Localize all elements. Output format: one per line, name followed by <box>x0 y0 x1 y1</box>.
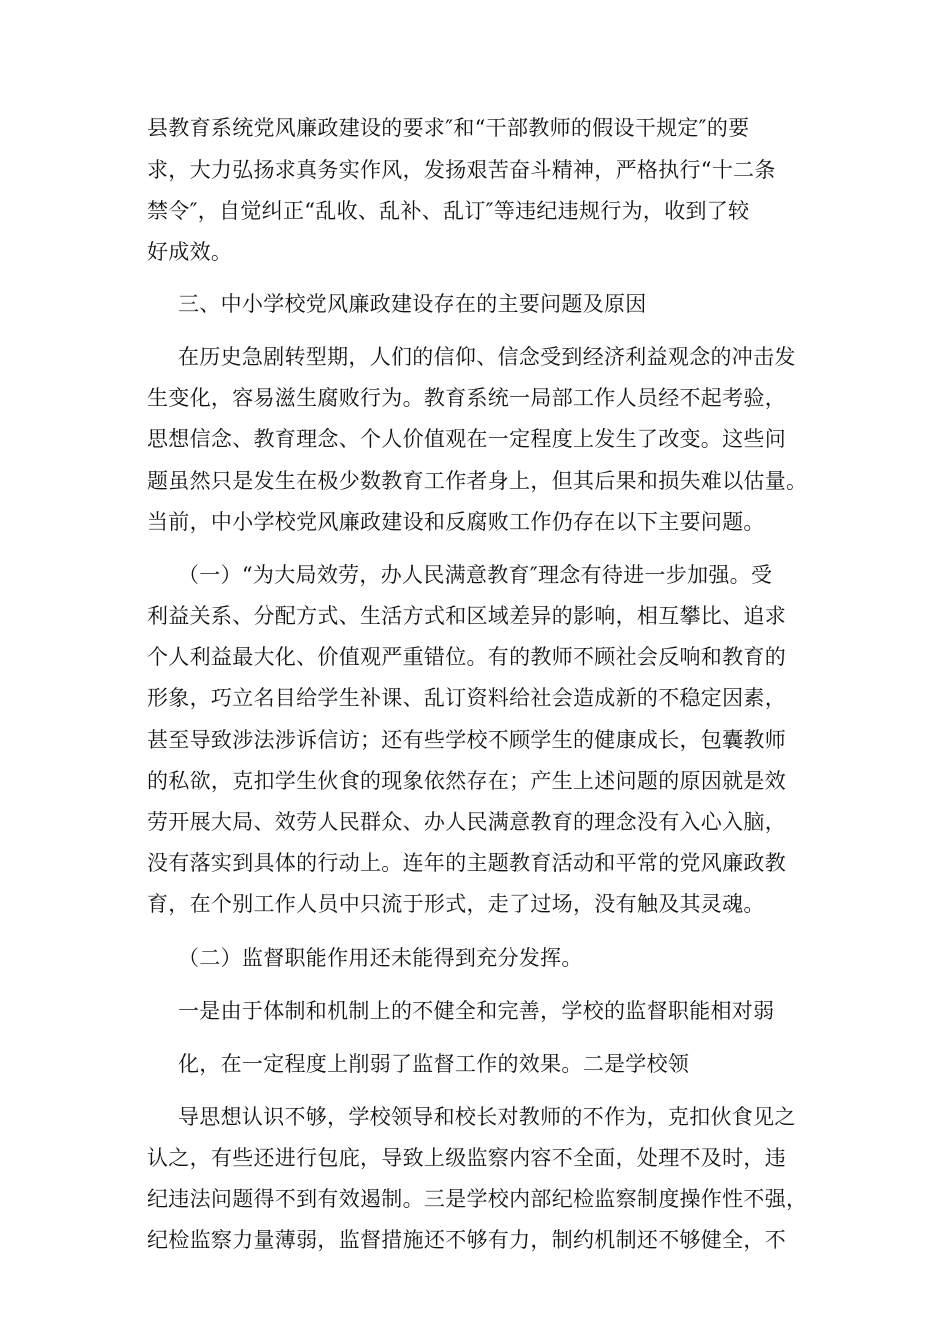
text-line: 禁令″，自觉纠正“乱收、乱补、乱订″等违纪违规行为，收到了较 <box>147 199 750 223</box>
text-line: 导思想认识不够，学校领导和校长对教师的不作为，克扣伙食见之 <box>178 1105 796 1129</box>
text-line: 没有落实到具体的行动上。连年的主题教育活动和平常的党风廉政教 <box>147 851 786 875</box>
text-line: 纪检监察力量薄弱，监督措施还不够有力，制约机制还不够健全，不 <box>147 1228 786 1252</box>
text-line: 的私欲，克扣学生伙食的现象依然存在；产生上述问题的原因就是效 <box>147 769 786 793</box>
text-line: 劳开展大局、效劳人民群众、办人民满意教育的理念没有入心入脑， <box>147 810 786 834</box>
text-line: （一）“为大局效劳，办人民满意教育″理念有待进一步加强。受 <box>178 563 773 587</box>
text-line: 一是由于体制和机制上的不健全和完善，学校的监督职能相对弱 <box>178 999 775 1023</box>
text-line: 在历史急剧转型期，人们的信仰、信念受到经济利益观念的冲击发 <box>178 345 796 369</box>
text-line: 认之，有些还进行包庇，导致上级监察内容不全面，处理不及时，违 <box>147 1146 786 1170</box>
text-line: 纪违法问题得不到有效遏制。三是学校内部纪检监察制度操作性不强， <box>147 1187 808 1211</box>
text-line: 利益关系、分配方式、生活方式和区域差异的影响，相互攀比、追求 <box>147 604 786 628</box>
text-line: 好成效。 <box>147 240 233 264</box>
section-heading: 三、中小学校党风廉政建设存在的主要问题及原因 <box>178 292 647 316</box>
text-line: 当前，中小学校党风廉政建设和反腐败工作仍存在以下主要问题。 <box>147 510 765 534</box>
text-line: 甚至导致涉法涉诉信访；还有些学校不顾学生的健康成长，包囊教师 <box>147 728 786 752</box>
text-line: 题虽然只是发生在极少数教育工作者身上，但其后果和损失难以估量。 <box>147 469 808 493</box>
text-line: 个人利益最大化、价值观严重错位。有的教师不顾社会反响和教育的 <box>147 645 786 669</box>
text-line: 县教育系统党风廉政建设的要求″和“干部教师的假设干规定″的要 <box>147 116 750 140</box>
text-line: 思想信念、教育理念、个人价值观在一定程度上发生了改变。这些问 <box>147 427 786 451</box>
text-line: 形象，巧立名目给学生补课、乱订资料给社会造成新的不稳定因素， <box>147 686 786 710</box>
text-line: 育，在个别工作人员中只流于形式，走了过场，没有触及其灵魂。 <box>147 892 765 916</box>
text-line: 求，大力弘扬求真务实作风，发扬艰苦奋斗精神，严格执行“十二条 <box>147 158 776 182</box>
text-line: 生变化，容易滋生腐败行为。教育系统一局部工作人员经不起考验， <box>147 386 786 410</box>
subsection-heading: （二）监督职能作用还未能得到充分发挥。 <box>178 946 583 970</box>
text-line: 化，在一定程度上削弱了监督工作的效果。二是学校领 <box>178 1052 690 1076</box>
